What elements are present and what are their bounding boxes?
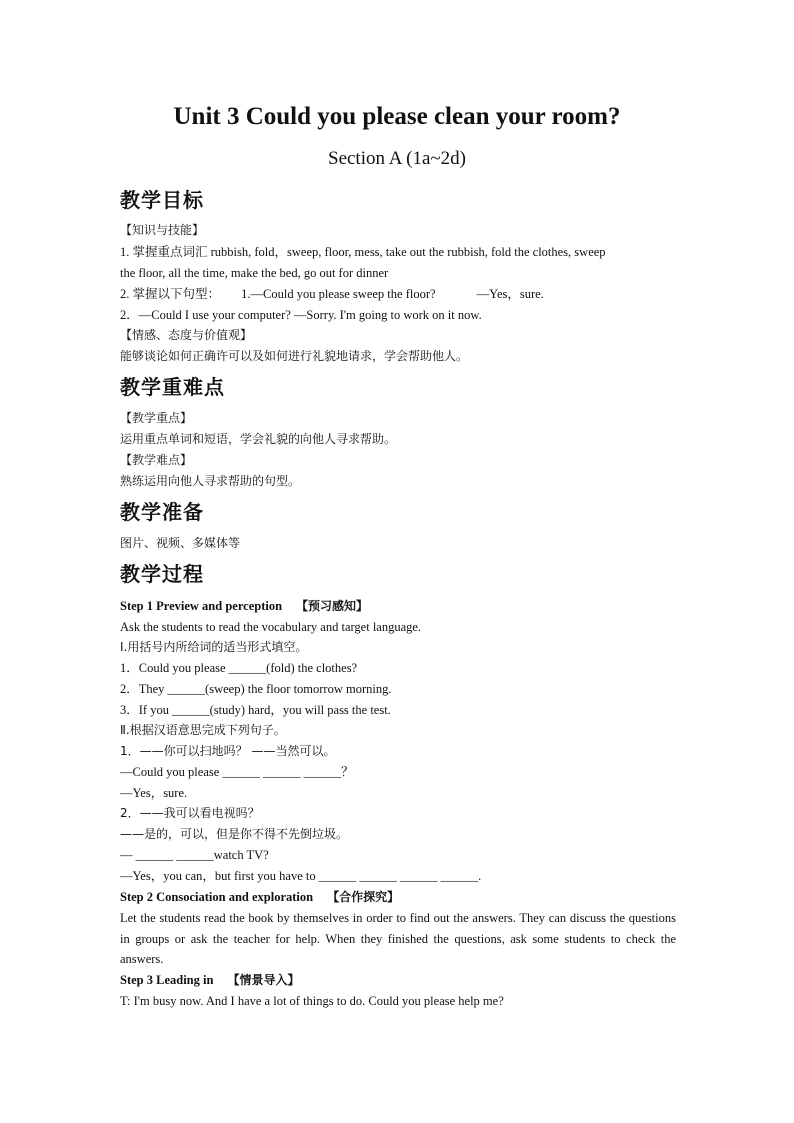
step-3-cn-label: 【情景导入】 — [227, 973, 300, 987]
step-1-line: Ask the students to read the vocabulary and target language. — [120, 620, 422, 634]
translation-item: —Yes，you can，but first you have to ______ ______ ______ ______. — [120, 869, 482, 883]
preparation-line: 图片、视频、多媒体等 — [120, 536, 241, 550]
objectives-line: 能够谈论如何正确许可以及如何进行礼貌地请求，学会帮助他人。 — [120, 349, 469, 363]
objectives-subheading-skills: 【知识与技能】 — [120, 223, 205, 237]
page-subtitle: Section A (1a~2d) — [328, 148, 466, 169]
objectives-line-label: 2. 掌握以下句型： — [120, 287, 221, 301]
translation-item: —Could you please ______ ______ ______？ — [120, 765, 354, 779]
translation-item: 2．——我可以看电视吗？ — [120, 806, 260, 820]
objectives-subheading-attitude: 【情感、态度与价值观】 — [120, 328, 253, 342]
exercise-item: 1．Could you please ______(fold) the clothes? — [120, 661, 358, 675]
step-1-title: Step 1 Preview and perception — [120, 599, 283, 613]
translation-item: ——是的，可以，但是你不得不先倒垃圾。 — [120, 827, 349, 841]
objectives-sentence-1: 1.—Could you please sweep the floor? — [241, 287, 436, 301]
step-1-cn-label: 【预习感知】 — [296, 599, 369, 613]
objectives-line: 1. 掌握重点词汇 rubbish, fold，sweep, floor, mess, take out the rubbish, fold the clothes, sweep — [120, 245, 606, 259]
heading-preparation: 教学准备 — [120, 500, 204, 524]
translation-item: 1．——你可以扫地吗？ ——当然可以。 — [120, 744, 336, 758]
translation-item: — ______ ______watch TV? — [120, 848, 269, 862]
step-2-paragraph: Let the students read the book by themselves in order to find out the answers. They can discuss the questions in groups or ask the teacher for help. When they finished the questions, ask some students to check the answers. — [120, 911, 676, 966]
heading-process: 教学过程 — [120, 562, 204, 586]
objectives-line — [120, 286, 676, 302]
objectives-line: the floor, all the time, make the bed, go out for dinner — [120, 266, 389, 280]
exercise-item: 2．They ______(sweep) the floor tomorrow morning. — [120, 682, 392, 696]
keypoints-subheading-focus: 【教学重点】 — [120, 411, 193, 425]
keypoints-line: 运用重点单词和短语，学会礼貌的向他人寻求帮助。 — [120, 432, 397, 446]
step-3-line: T: I'm busy now. And I have a lot of things to do. Could you please help me? — [120, 994, 504, 1008]
step-3-heading — [120, 972, 676, 988]
keypoints-line: 熟练运用向他人寻求帮助的句型。 — [120, 474, 301, 488]
page-title: Unit 3 Could you please clean your room? — [173, 103, 621, 130]
objectives-line: 2．—Could I use your computer? —Sorry. I'm going to work on it now. — [120, 308, 482, 322]
step-1-heading — [120, 598, 676, 614]
exercise-item: 3．If you ______(study) hard，you will pass the test. — [120, 703, 391, 717]
step-2-cn-label: 【合作探究】 — [327, 890, 400, 904]
heading-objectives: 教学目标 — [120, 188, 204, 212]
translation-item: —Yes，sure. — [120, 786, 188, 800]
step-3-title: Step 3 Leading in — [120, 973, 214, 987]
step-2-title: Step 2 Consociation and exploration — [120, 890, 314, 904]
exercise-part-2-heading: Ⅱ.根据汉语意思完成下列句子。 — [120, 723, 286, 737]
heading-keypoints: 教学重难点 — [120, 375, 225, 399]
keypoints-subheading-difficulty: 【教学难点】 — [120, 453, 193, 467]
exercise-part-1-heading: Ⅰ.用括号内所给词的适当形式填空。 — [120, 640, 308, 654]
objectives-sentence-1-reply: —Yes，sure. — [476, 287, 544, 301]
step-2-heading — [120, 889, 676, 905]
